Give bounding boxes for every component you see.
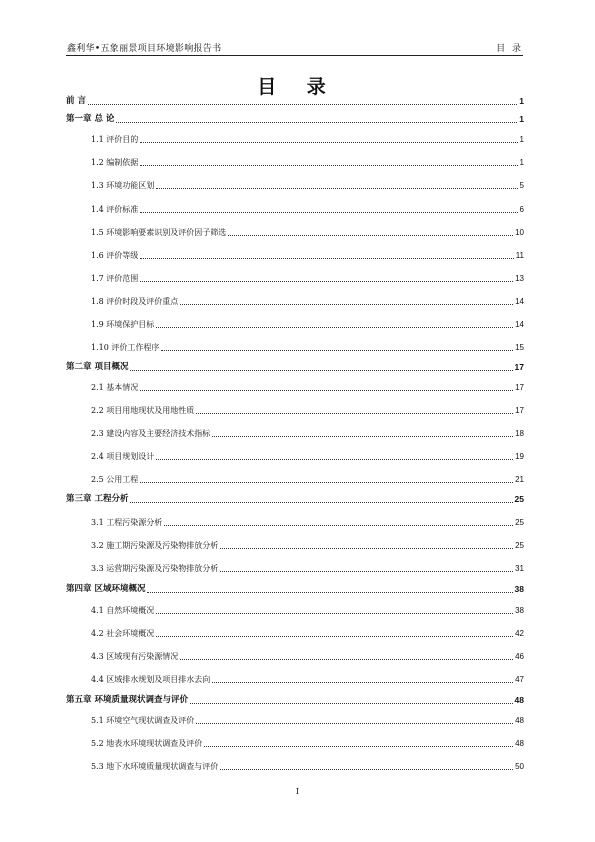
toc-entry-label: 第四章 区域环境概况 — [66, 584, 146, 594]
dot-leader — [196, 723, 513, 724]
dot-leader — [140, 482, 513, 483]
toc-section-entry[interactable] — [66, 563, 524, 574]
toc-entry-label: 1.3 环境功能区划 — [91, 181, 155, 190]
toc-entry-page-number: 17 — [515, 406, 524, 415]
toc-entry-label: 第一章 总 论 — [66, 114, 115, 124]
toc-entry-label: 1.2 编制依据 — [91, 158, 139, 167]
toc-section-entry[interactable] — [66, 428, 524, 439]
toc-section-entry[interactable] — [66, 451, 524, 462]
toc-entry-label: 1.6 评价等级 — [91, 251, 139, 260]
toc-entry-label: 3.2 施工期污染源及污染物排放分析 — [91, 541, 219, 550]
toc-entry-page-number: 13 — [515, 274, 524, 283]
toc-chapter-entry[interactable] — [66, 584, 524, 595]
dot-leader — [156, 613, 513, 614]
toc-section-entry[interactable] — [66, 273, 524, 284]
toc-entry-label: 1.1 评价目的 — [91, 135, 139, 144]
toc-entry-label: 1.10 评价工作程序 — [91, 343, 160, 352]
toc-section-entry[interactable] — [66, 382, 524, 393]
toc-section-entry[interactable] — [66, 405, 524, 416]
toc-entry-label: 前 言 — [66, 96, 86, 106]
toc-section-entry[interactable] — [66, 180, 524, 191]
toc-section-entry[interactable] — [66, 157, 524, 168]
toc-entry-page-number: 18 — [515, 429, 524, 438]
toc-entry-label: 第二章 项目概况 — [66, 362, 129, 372]
dot-leader — [220, 769, 513, 770]
toc-entry-page-number: 14 — [515, 320, 524, 329]
toc-entry-label: 2.1 基本情况 — [91, 383, 139, 392]
toc-section-entry[interactable] — [66, 605, 524, 616]
toc-section-entry[interactable] — [66, 204, 524, 215]
dot-leader — [164, 525, 513, 526]
toc-section-entry[interactable] — [66, 296, 524, 307]
header-divider — [66, 55, 523, 56]
toc-entry-label: 2.3 建设内容及主要经济技术指标 — [91, 429, 211, 438]
dot-leader — [220, 571, 513, 572]
dot-leader — [130, 502, 512, 503]
dot-leader — [196, 413, 513, 414]
toc-entry-label: 3.3 运营期污染源及污染物排放分析 — [91, 564, 219, 573]
toc-entry-label: 1.7 评价范围 — [91, 274, 139, 283]
toc-entry-page-number: 42 — [515, 629, 524, 638]
dot-leader — [180, 659, 513, 660]
dot-leader — [180, 304, 513, 305]
toc-entry-label: 1.9 环境保护目标 — [91, 320, 155, 329]
toc-entry-page-number: 19 — [515, 452, 524, 461]
toc-entry-page-number: 1 — [519, 96, 524, 106]
toc-chapter-entry[interactable] — [66, 114, 524, 125]
toc-chapter-entry[interactable] — [66, 695, 524, 706]
toc-chapter-entry[interactable] — [66, 96, 524, 107]
dot-leader — [190, 703, 513, 704]
dot-leader — [212, 682, 513, 683]
toc-entry-page-number: 17 — [515, 383, 524, 392]
toc-entry-page-number: 11 — [515, 251, 524, 260]
toc-entry-label: 5.2 地表水环境现状调查及评价 — [91, 739, 203, 748]
toc-entry-label: 2.2 项目用地现状及用地性质 — [91, 406, 195, 415]
toc-section-entry[interactable] — [66, 342, 524, 353]
toc-entry-label: 2.5 公用工程 — [91, 475, 139, 484]
dot-leader — [140, 212, 517, 213]
dot-leader — [161, 350, 513, 351]
dot-leader — [140, 390, 513, 391]
toc-entry-label: 第三章 工程分析 — [66, 494, 129, 504]
dot-leader — [204, 746, 513, 747]
toc-entry-page-number: 48 — [515, 716, 524, 725]
toc-section-entry[interactable] — [66, 227, 524, 238]
dot-leader — [156, 636, 513, 637]
toc-entry-page-number: 50 — [515, 762, 524, 771]
toc-entry-page-number: 15 — [515, 343, 524, 352]
toc-entry-page-number: 47 — [515, 675, 524, 684]
toc-entry-page-number: 48 — [514, 695, 524, 705]
toc-section-entry[interactable] — [66, 761, 524, 772]
toc-entry-label: 4.4 区域排水规划及项目排水去向 — [91, 675, 211, 684]
toc-entry-page-number: 14 — [515, 297, 524, 306]
toc-entry-page-number: 25 — [515, 518, 524, 527]
toc-entry-label: 第五章 环境质量现状调查与评价 — [66, 695, 188, 705]
page-title: 目 录 — [257, 76, 338, 98]
dot-leader — [212, 436, 513, 437]
toc-entry-page-number: 17 — [514, 362, 524, 372]
toc-section-entry[interactable] — [66, 651, 524, 662]
toc-entry-label: 4.1 自然环境概况 — [91, 606, 155, 615]
page-number: I — [295, 787, 300, 796]
toc-entry-label: 4.3 区域现有污染源情况 — [91, 652, 179, 661]
toc-chapter-entry[interactable] — [66, 494, 524, 505]
dot-leader — [228, 235, 513, 236]
toc-entry-page-number: 31 — [515, 564, 524, 573]
toc-entry-page-number: 25 — [515, 541, 524, 550]
toc-section-entry[interactable] — [66, 715, 524, 726]
header-section-label: 目 录 — [496, 44, 523, 54]
dot-leader — [140, 165, 517, 166]
dot-leader — [156, 188, 517, 189]
header-document-title: 鑫利华•五象丽景项目环境影响报告书 — [67, 44, 222, 54]
toc-entry-label: 1.5 环境影响要素识别及评价因子筛选 — [91, 228, 227, 237]
toc-entry-page-number: 1 — [519, 135, 524, 144]
dot-leader — [140, 142, 517, 143]
toc-entry-page-number: 1 — [519, 114, 524, 124]
toc-section-entry[interactable] — [66, 517, 524, 528]
toc-section-entry[interactable] — [66, 738, 524, 749]
toc-entry-page-number: 21 — [515, 475, 524, 484]
toc-entry-label: 4.2 社会环境概况 — [91, 629, 155, 638]
dot-leader — [140, 281, 513, 282]
toc-entry-label: 2.4 项目规划设计 — [91, 452, 155, 461]
toc-section-entry[interactable] — [66, 319, 524, 330]
toc-section-entry[interactable] — [66, 134, 524, 145]
toc-section-entry[interactable] — [66, 540, 524, 551]
toc-entry-label: 1.8 评价时段及评价重点 — [91, 297, 179, 306]
dot-leader — [130, 370, 512, 371]
toc-section-entry[interactable] — [66, 674, 524, 685]
toc-entry-label: 5.3 地下水环境质量现状调查与评价 — [91, 762, 219, 771]
dot-leader — [220, 548, 513, 549]
toc-entry-page-number: 10 — [515, 228, 524, 237]
toc-entry-label: 1.4 评价标准 — [91, 205, 139, 214]
toc-chapter-entry[interactable] — [66, 362, 524, 373]
toc-entry-label: 5.1 环境空气现状调查及评价 — [91, 716, 195, 725]
dot-leader — [140, 258, 513, 259]
toc-entry-page-number: 48 — [515, 739, 524, 748]
dot-leader — [156, 327, 513, 328]
dot-leader — [147, 592, 512, 593]
toc-entry-page-number: 5 — [519, 181, 524, 190]
toc-entry-page-number: 1 — [519, 158, 524, 167]
toc-entry-page-number: 25 — [514, 494, 524, 504]
dot-leader — [156, 459, 513, 460]
toc-entry-page-number: 6 — [519, 205, 524, 214]
toc-section-entry[interactable] — [66, 474, 524, 485]
toc-entry-label: 3.1 工程污染源分析 — [91, 518, 163, 527]
toc-entry-page-number: 46 — [515, 652, 524, 661]
dot-leader — [88, 104, 517, 105]
toc-entry-page-number: 38 — [515, 606, 524, 615]
toc-section-entry[interactable] — [66, 250, 524, 261]
toc-section-entry[interactable] — [66, 628, 524, 639]
toc-entry-page-number: 38 — [514, 584, 524, 594]
dot-leader — [116, 122, 517, 123]
